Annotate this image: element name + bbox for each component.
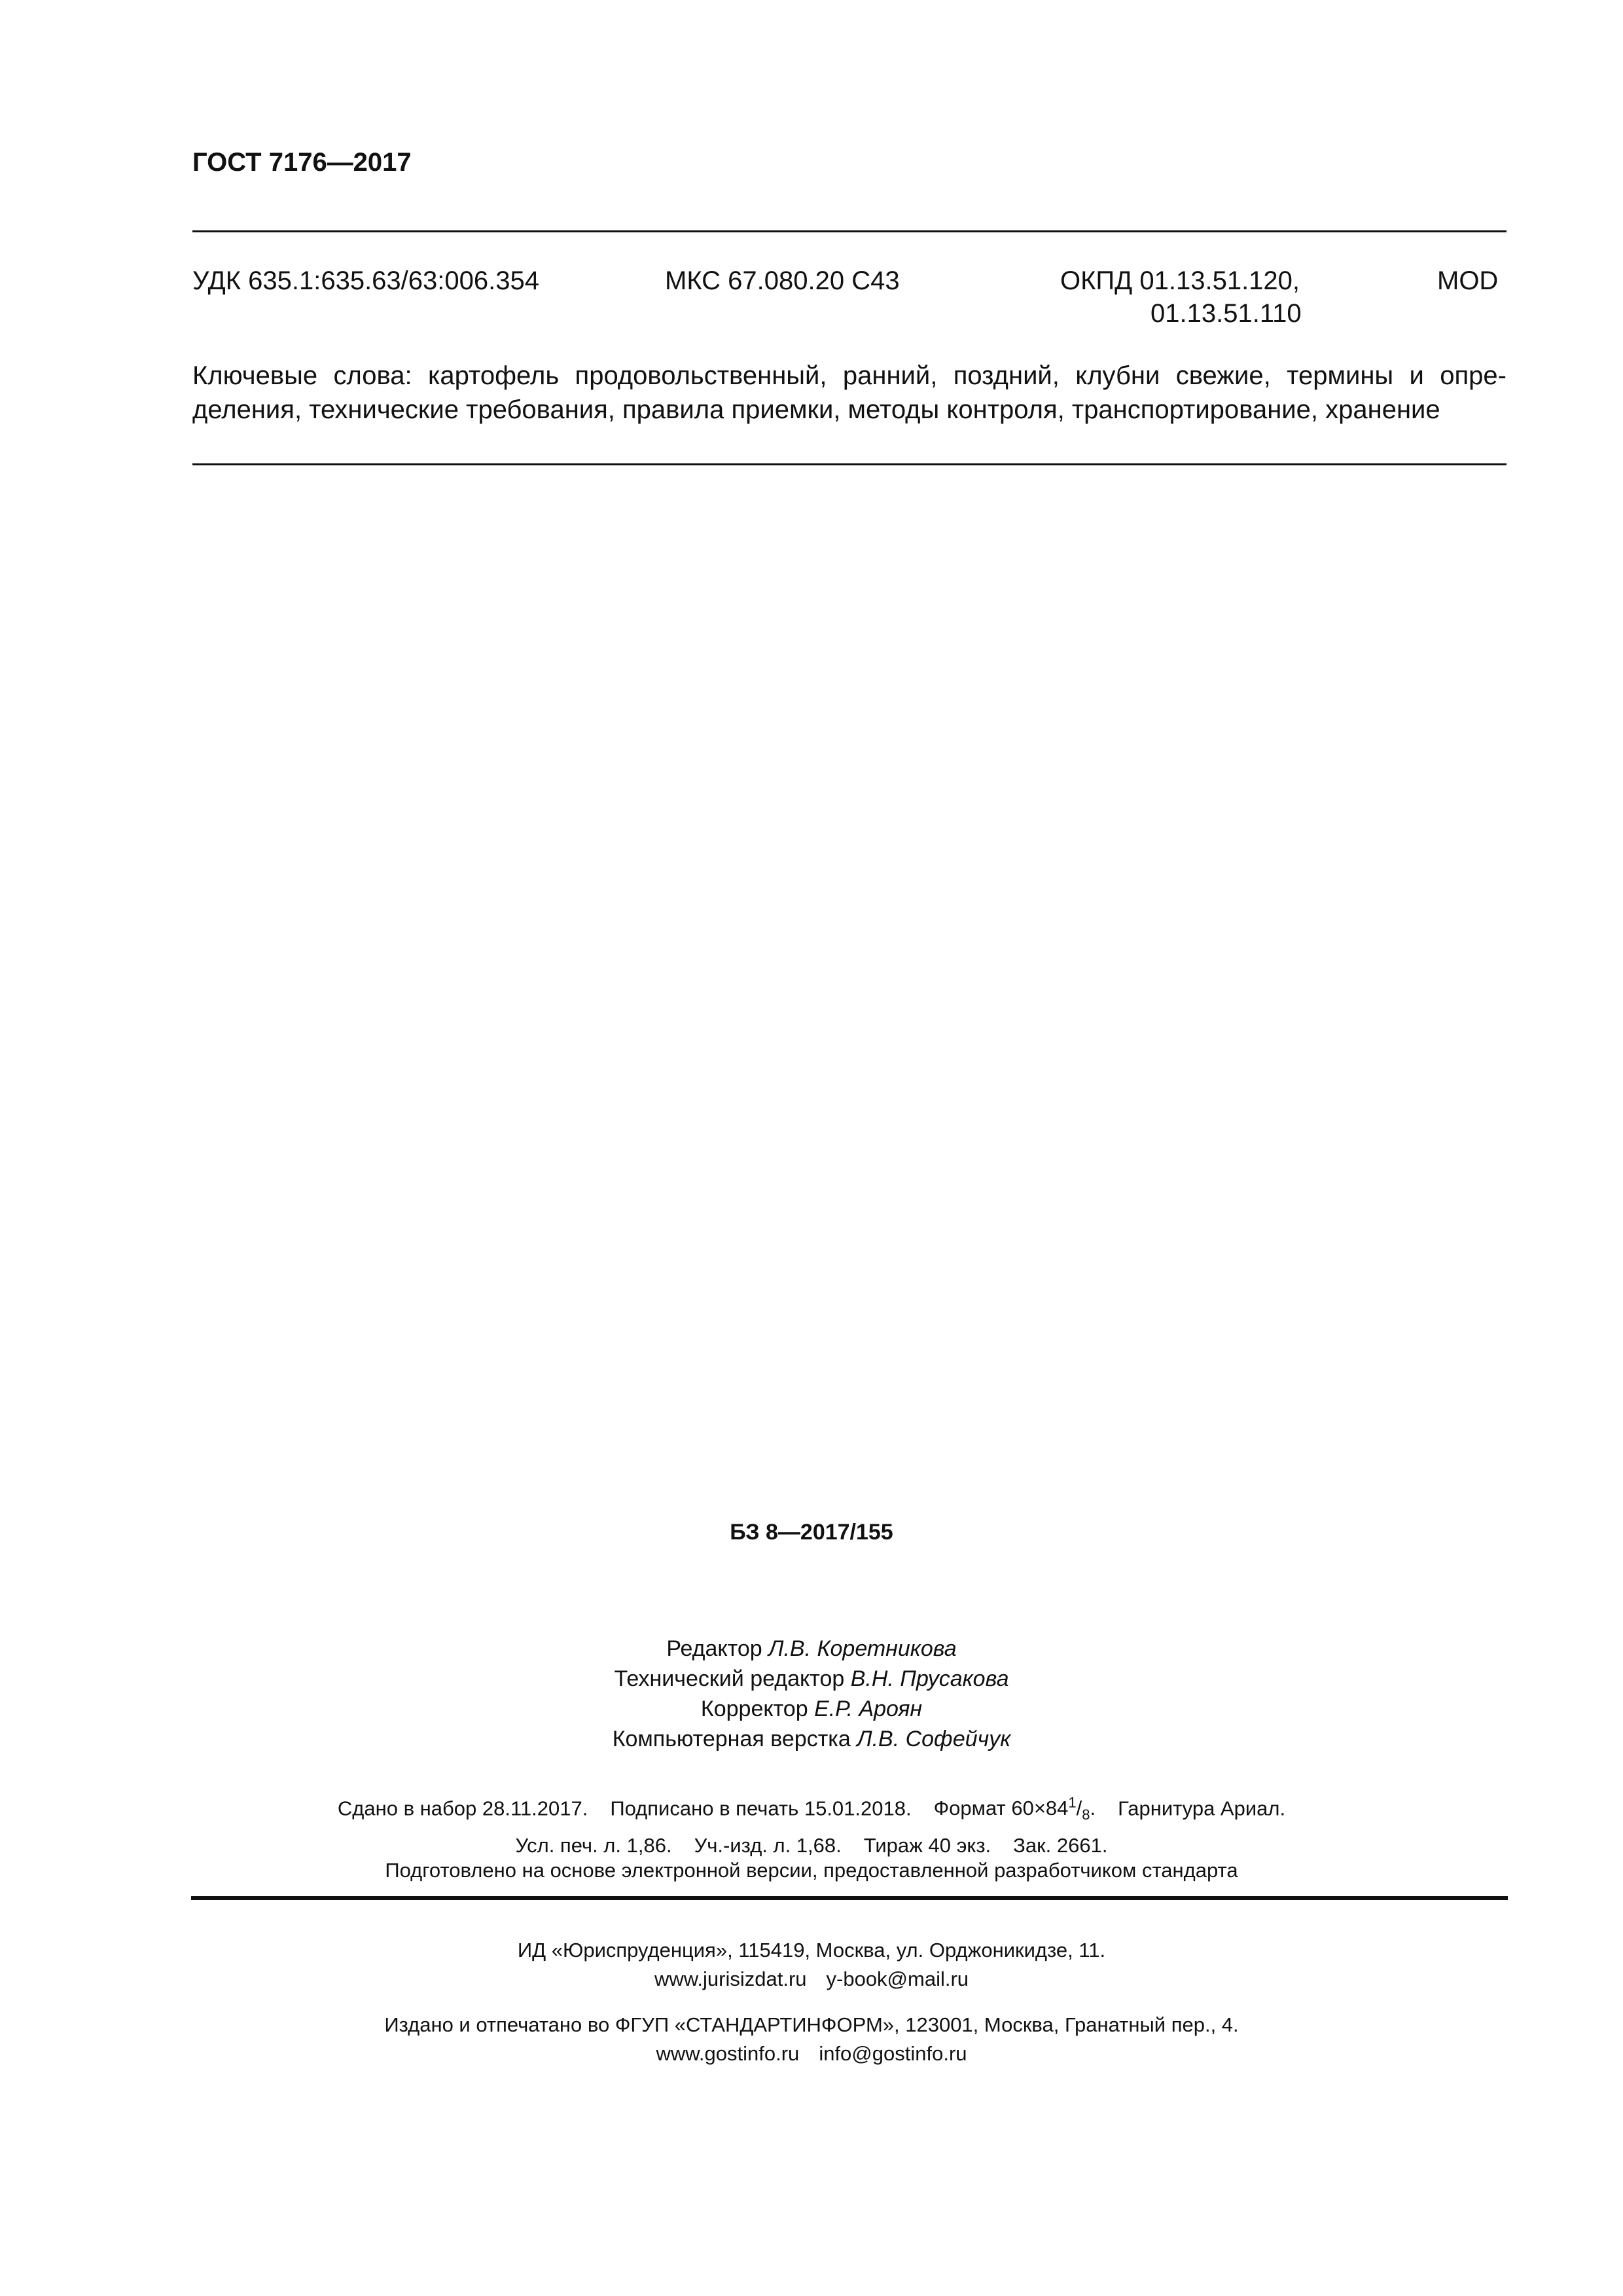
publisher-email-link[interactable]: y-book@mail.ru xyxy=(826,1967,969,1990)
credit-layout: Компьютерная верстка Л.В. Софейчук xyxy=(612,1727,1011,1751)
top-divider xyxy=(192,230,1507,232)
udk-code: УДК 635.1:635.63/63:006.354 xyxy=(192,266,539,295)
mod-marker: MOD xyxy=(1437,266,1499,295)
printer-email-link[interactable]: info@gostinfo.ru xyxy=(819,2042,967,2065)
publisher-contacts xyxy=(0,1965,1623,1994)
printer-block xyxy=(0,2011,1623,2068)
publisher-block xyxy=(0,1936,1623,1994)
printer-address: Издано и отпечатано во ФГУП «СТАНДАРТИНФОРМ», 123001, Москва, Гранатный пер., 4. xyxy=(384,2013,1239,2036)
document-title: ГОСТ 7176—2017 xyxy=(192,148,412,177)
credits-block xyxy=(0,1634,1623,1754)
prepared-note: Подготовлено на основе электронной версии, предоставленной разработчиком стандарта xyxy=(385,1859,1238,1882)
bz-number: БЗ 8—2017/155 xyxy=(730,1520,893,1545)
credit-editor: Редактор Л.В. Коретникова xyxy=(666,1636,957,1661)
publisher-address: ИД «Юриспруденция», 115419, Москва, ул. Орджоникидзе, 11. xyxy=(517,1939,1106,1962)
okpd-code-1: ОКПД 01.13.51.120, xyxy=(1060,266,1300,295)
printer-contacts xyxy=(0,2039,1623,2068)
format-value: Формат $60\times 84^1/_8$. xyxy=(933,1795,1096,1823)
printing-line-1: Сдано в набор 28.11.2017. Подписано в печать 15.01.2018. Формат $60\times 84^1/_8$. Гарнитура Ариал. xyxy=(337,1795,1286,1823)
printing-line-2: Усл. печ. л. 1,86. Уч.-изд. л. 1,68. Тираж 40 экз. Зак. 2661. xyxy=(515,1833,1108,1857)
printing-info xyxy=(0,1788,1623,1861)
mks-code: МКС 67.080.20 С43 xyxy=(665,266,900,295)
publisher-website-link[interactable]: www.jurisizdat.ru xyxy=(654,1967,807,1990)
keywords-line-1: Ключевые слова: картофель продовольственный, ранний, поздний, клубни свежие, термины и опре- xyxy=(192,361,1507,390)
okpd-code-2: 01.13.51.110 xyxy=(1150,299,1302,328)
printer-website-link[interactable]: www.gostinfo.ru xyxy=(656,2042,800,2065)
imprint-divider xyxy=(191,1896,1508,1900)
keywords-divider xyxy=(192,463,1507,465)
credit-proofreader: Корректор Е.Р. Ароян xyxy=(700,1696,923,1721)
keywords-block xyxy=(192,359,1507,427)
keywords-line-2: деления, технические требования, правила приемки, методы контроля, транспортирование, хранение xyxy=(192,395,1440,424)
credit-technical-editor: Технический редактор В.Н. Прусакова xyxy=(614,1666,1009,1691)
